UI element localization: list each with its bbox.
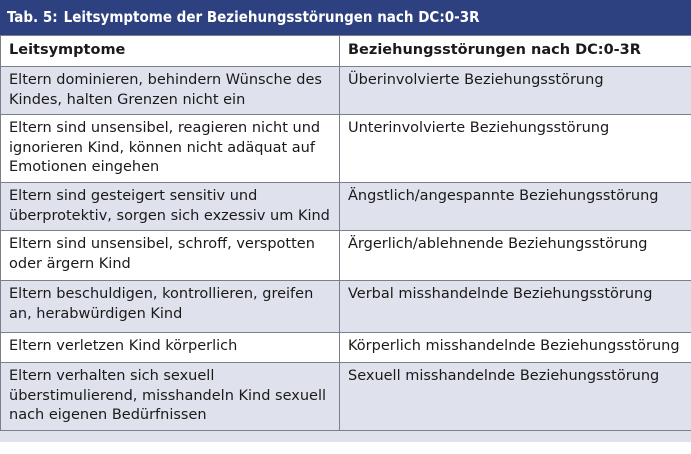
table-title-bar	[0, 0, 691, 35]
table-row	[1, 363, 691, 431]
table-row	[1, 67, 691, 115]
symptom-cell: Eltern beschuldigen, kontrollieren, greifen an, herabwürdigen Kind	[1, 281, 340, 333]
table-header-row	[1, 36, 691, 67]
table-row	[1, 115, 691, 183]
symptom-cell: Eltern sind unsensibel, schroff, verspotten oder ärgern Kind	[1, 231, 340, 281]
disorder-cell: Unterinvolvierte Beziehungsstörung	[340, 115, 691, 183]
table-title: Leitsymptome der Beziehungsstörungen nach DC:0-3R	[63, 8, 480, 26]
disorder-cell: Körperlich misshandelnde Beziehungsstörung	[340, 333, 691, 363]
symptom-cell: Eltern verletzen Kind körperlich	[1, 333, 340, 363]
table-body	[0, 35, 691, 431]
disorder-cell: Überinvolvierte Beziehungsstörung	[340, 67, 691, 115]
column-header-leitsymptome: Leitsymptome	[1, 36, 340, 67]
symptom-cell: Eltern sind gesteigert sensitiv und überprotektiv, sorgen sich exzessiv um Kind	[1, 183, 340, 231]
disorder-cell: Sexuell misshandelnde Beziehungsstörung	[340, 363, 691, 431]
table-row	[1, 281, 691, 333]
symptom-cell: Eltern dominieren, behindern Wünsche des Kindes, halten Grenzen nicht ein	[1, 67, 340, 115]
column-header-beziehungsstoerungen: Beziehungsstörungen nach DC:0-3R	[340, 36, 691, 67]
disorder-cell: Verbal misshandelnde Beziehungsstörung	[340, 281, 691, 333]
disorder-cell: Ärgerlich/ablehnende Beziehungsstörung	[340, 231, 691, 281]
table-row	[1, 183, 691, 231]
table-number-label: Tab. 5:	[7, 8, 58, 26]
table-row	[1, 333, 691, 363]
symptom-cell: Eltern verhalten sich sexuell überstimulierend, misshandeln Kind sexuell nach eigenen Bedürfnissen	[1, 363, 340, 431]
disorder-cell: Ängstlich/angespannte Beziehungsstörung	[340, 183, 691, 231]
table-row	[1, 231, 691, 281]
symptom-cell: Eltern sind unsensibel, reagieren nicht und ignorieren Kind, können nicht adäquat auf Emotionen eingehen	[1, 115, 340, 183]
